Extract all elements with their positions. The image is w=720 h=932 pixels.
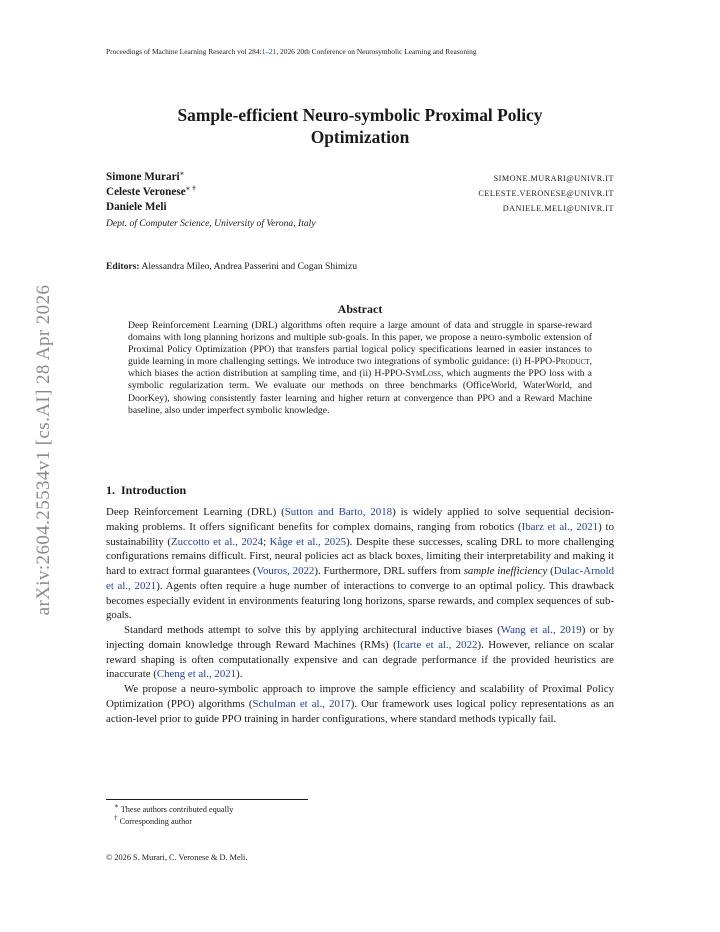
footnote: ∗ These authors contributed equally [114,802,234,814]
paragraph: We propose a neuro-symbolic approach to improve the sample efficiency and scalability of Proximal Policy Optimization (PPO) algorithms (Schulman et al., 2017). Our framework uses logical policy representations as an action-level prior to guide PPO training in harder configurations, where standard methods typically fail. [106,683,614,725]
running-header: Proceedings of Machine Learning Research vol 284:1–21, 2026 20th Conference on Neurosymbolic Learning and Reasoning [106,47,477,56]
author-email[interactable]: DANIELE.MELI@UNIVR.IT [502,204,614,213]
abstract-body: Deep Reinforcement Learning (DRL) algorithms often require a large amount of data and struggle in sparse-reward domains with long planning horizons and multiple sub-goals. In this paper, we propose a neuro-symbolic extension of Proximal Policy Optimization (PPO) that transfers partial logical policy specifications learned in easier instances to guide learning in more challenging settings. We introduce two integrations of symbolic guidance: (i) H-PPO-Product, which biases the action distribution at sampling time, and (ii) H-PPO-SymLoss, which augments the PPO loss with a symbolic regularization term. We evaluate our methods on three benchmarks (OfficeWorld, WaterWorld, and DoorKey), showing consistently faster learning and higher return at convergence than PPO and a Reward Machine baseline, also under imperfect symbolic knowledge. [128,320,592,416]
paper-title: Sample-efficient Neuro-symbolic Proximal Policy Optimization [177,105,543,147]
editors-line: Editors: Alessandra Mileo, Andrea Passerini and Cogan Shimizu [106,261,358,272]
footnote-divider [106,799,308,800]
author-name: Simone Murari∗ [106,169,185,183]
footnotes [114,804,233,828]
citation-link[interactable]: Vouros, 2022 [256,565,315,577]
section-heading: 1. Introduction [106,483,187,497]
footnote: † Corresponding author [114,814,193,826]
author-block [106,171,614,229]
author-row [106,186,614,201]
abstract-heading: Abstract [337,302,383,316]
introduction-body [106,505,614,726]
citation-link[interactable]: Icarte et al., 2022 [396,638,478,651]
page-range-link[interactable]: 1–21 [261,47,277,56]
citation-link[interactable]: Ibarz et al., 2021 [521,520,599,533]
citation-link[interactable]: Kåge et al., 2025 [269,535,347,548]
citation-link[interactable]: Wang et al., 2019 [500,624,582,636]
affiliation: Dept. of Computer Science, University of Verona, Italy [106,218,316,229]
paragraph: Standard methods attempt to solve this by applying architectural inductive biases (Wang et al., 2019) or by injecting domain knowledge through Reward Machines (RMs) (Icarte et al., 2022). However, reliance on scalar reward shaping is often computationally expensive and can degrade performance if the provided heuristics are inaccurate (Cheng et al., 2021). [106,624,614,681]
author-row [106,201,614,216]
arxiv-watermark: arXiv:2604.25534v1 [cs.AI] 28 Apr 2026 [33,284,54,616]
paragraph: Deep Reinforcement Learning (DRL) (Sutton and Barto, 2018) is widely applied to solve sequential decision-making problems. It offers significant benefits for complex domains, ranging from robotics (Ibarz et al., 2021) to sustainability (Zuccotto et al., 2024; Kåge et al., 2025). Despite these successes, scaling DRL to more challenging configurations remains difficult. First, neural policies act as black boxes, limiting their interpretability and making it hard to extract formal guarantees (Vouros, 2022). Furthermore, DRL suffers from sample inefficiency (Dulac-Arnold et al., 2021). Agents often require a huge number of interactions to converge to an optimal policy. This drawback becomes especially evident in environments featuring long horizons, sparse rewards, and complex sequences of sub-goals. [106,506,615,622]
copyright-notice: © 2026 S. Murari, C. Veronese & D. Meli. [106,853,248,862]
citation-link[interactable]: Cheng et al., 2021 [156,668,237,681]
author-email[interactable]: CELESTE.VERONESE@UNIVR.IT [478,189,614,198]
citation-link[interactable]: Zuccotto et al., 2024 [171,535,264,548]
citation-link[interactable]: Dulac-Arnold et al., 2021 [106,565,615,592]
author-name: Celeste Veronese∗ † [106,184,196,198]
author-name: Daniele Meli [106,201,167,213]
author-row [106,171,614,186]
citation-link[interactable]: Schulman et al., 2017 [252,697,351,710]
citation-link[interactable]: Sutton and Barto, 2018 [284,506,393,518]
author-email[interactable]: SIMONE.MURARI@UNIVR.IT [493,174,614,183]
